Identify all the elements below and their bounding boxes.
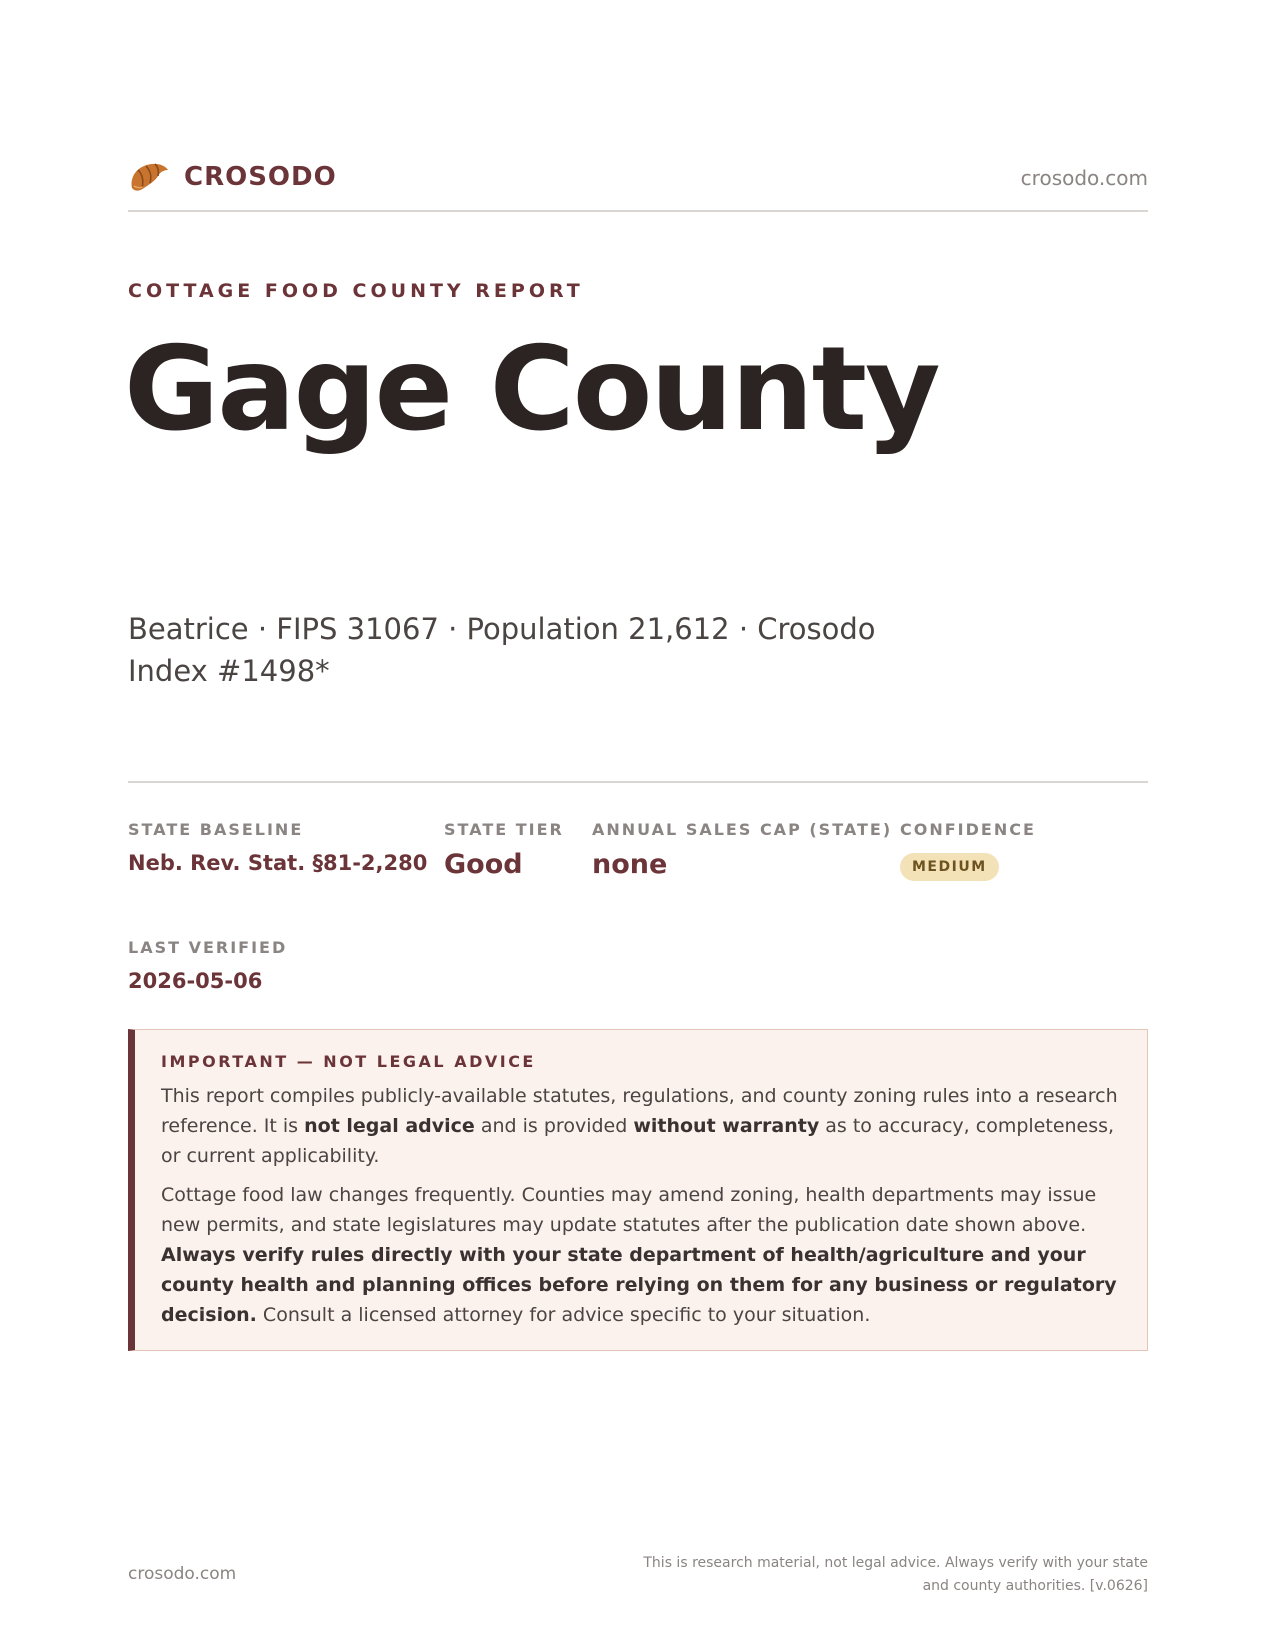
footer-disclaimer: [588, 1552, 1148, 1598]
stat-sales-cap: [592, 820, 892, 880]
notice-emphasis: Always verify rules directly with your state department of health/agriculture and your county health and planning offices before relying on them for any business or regulatory decision.: [161, 1244, 1117, 1326]
stat-label: STATE BASELINE: [128, 820, 304, 839]
site-url[interactable]: crosodo.com: [1020, 166, 1148, 190]
notice-text: Cottage food law changes frequently. Counties may amend zoning, health departments may issue new permits, and state legislatures may update statutes after the publication date shown above.: [161, 1184, 1097, 1236]
notice-emphasis: not legal advice: [304, 1115, 475, 1137]
section-divider: [128, 781, 1148, 783]
notice-text: Consult a licensed attorney for advice specific to your situation.: [256, 1304, 871, 1326]
stat-confidence: [900, 820, 1036, 881]
stat-label: STATE TIER: [444, 820, 564, 839]
stat-state-baseline: [128, 820, 427, 875]
stat-value: none: [592, 849, 668, 880]
report-subtitle: Beatrice · FIPS 31067 · Population 21,612 · Crosodo Index #1498*: [128, 612, 876, 688]
footer-disclaimer-line: and county authorities. [v.0626]: [922, 1578, 1148, 1594]
brand-name: CROSODO: [184, 162, 337, 192]
notice-paragraph: [161, 1081, 1121, 1171]
stat-value: Neb. Rev. Stat. §81-2,280: [128, 851, 428, 875]
stat-label: CONFIDENCE: [900, 820, 1036, 839]
page-title: Gage County: [124, 322, 939, 457]
header-divider: [128, 210, 1148, 212]
notice-paragraph: [161, 1180, 1121, 1330]
brand: [128, 158, 337, 196]
legal-notice: [128, 1029, 1148, 1351]
notice-text: This report compiles publicly-available statutes, regulations, and county zoning rules into a research reference. It is: [161, 1085, 1118, 1137]
report-eyebrow: COTTAGE FOOD COUNTY REPORT: [128, 280, 584, 302]
stat-last-verified: [128, 938, 287, 993]
notice-emphasis: without warranty: [633, 1115, 820, 1137]
stat-state-tier: [444, 820, 564, 880]
footer-disclaimer-line: This is research material, not legal advice. Always verify with your state: [643, 1555, 1148, 1571]
croissant-icon: [128, 158, 170, 196]
stat-label: ANNUAL SALES CAP (STATE): [592, 820, 893, 839]
stat-value: 2026-05-06: [128, 969, 263, 993]
stat-value: Good: [444, 849, 523, 880]
notice-text: and is provided: [474, 1115, 634, 1137]
stat-label: LAST VERIFIED: [128, 938, 288, 957]
confidence-badge: MEDIUM: [900, 853, 999, 881]
notice-text: as to accuracy, completeness, or current applicability.: [161, 1115, 1115, 1167]
footer-site-url[interactable]: crosodo.com: [128, 1564, 237, 1584]
notice-title: IMPORTANT — NOT LEGAL ADVICE: [161, 1052, 536, 1071]
